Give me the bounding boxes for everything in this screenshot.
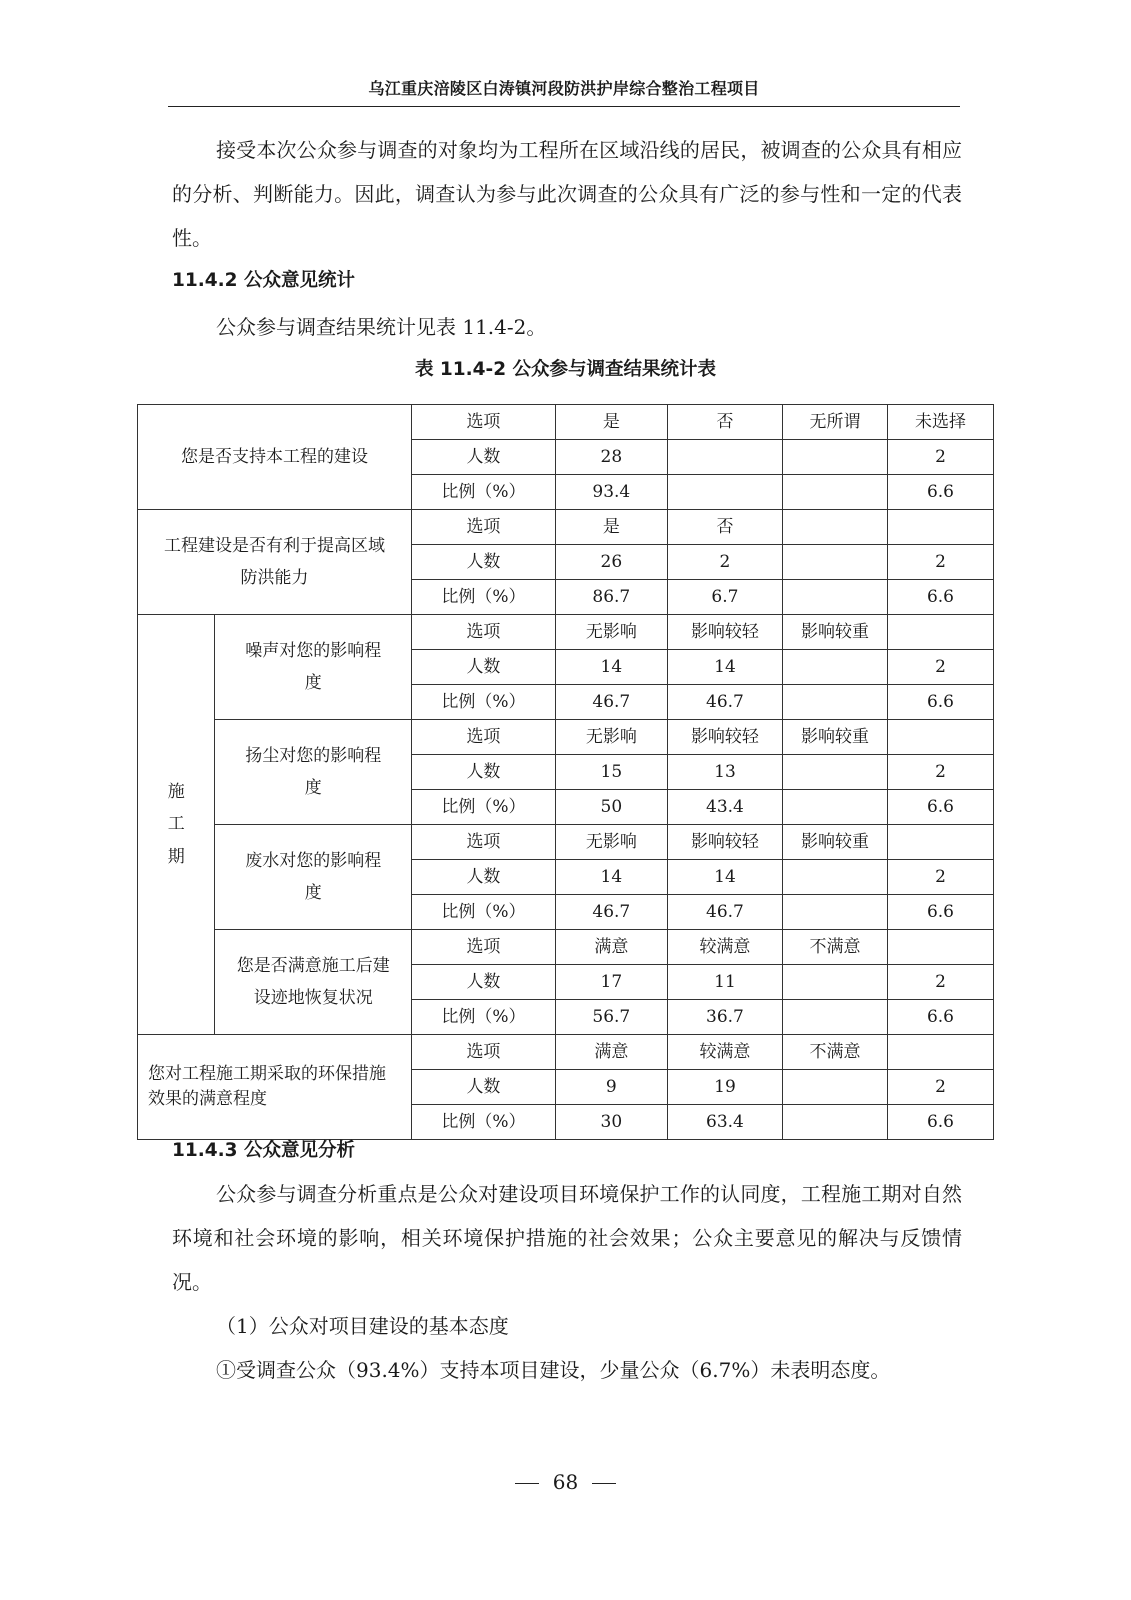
option-cell — [887, 930, 993, 965]
table-row — [138, 405, 994, 440]
row-label-count: 人数 — [412, 1070, 556, 1105]
ratio-cell: 36.7 — [667, 1000, 782, 1035]
count-cell: 15 — [555, 755, 667, 790]
survey-results-table — [137, 404, 994, 1140]
section-heading-11-4-2: 11.4.2 公众意见统计 — [172, 270, 355, 291]
option-cell: 否 — [667, 510, 782, 545]
option-cell: 无所谓 — [783, 405, 888, 440]
question-cell: 废水对您的影响程度 — [215, 825, 412, 930]
count-cell: 9 — [555, 1070, 667, 1105]
option-cell: 影响较轻 — [667, 825, 782, 860]
row-label-ratio: 比例（%） — [412, 1105, 556, 1140]
option-cell: 满意 — [555, 930, 667, 965]
count-cell — [783, 440, 888, 475]
ratio-cell: 63.4 — [667, 1105, 782, 1140]
ratio-cell: 6.6 — [887, 895, 993, 930]
row-label-ratio: 比例（%） — [412, 895, 556, 930]
option-cell: 影响较重 — [783, 615, 888, 650]
ratio-cell: 93.4 — [555, 475, 667, 510]
option-cell: 影响较轻 — [667, 615, 782, 650]
row-label-option: 选项 — [412, 405, 556, 440]
table-caption: 表 11.4-2 公众参与调查结果统计表 — [414, 359, 717, 380]
option-cell: 不满意 — [783, 1035, 888, 1070]
table-row — [138, 825, 994, 860]
ratio-cell — [783, 1000, 888, 1035]
ratio-cell — [783, 1105, 888, 1140]
ratio-cell — [783, 580, 888, 615]
count-cell — [783, 545, 888, 580]
count-cell: 2 — [887, 650, 993, 685]
analysis-paragraph: 公众参与调查分析重点是公众对建设项目环境保护工作的认同度，工程施工期对自然环境和社会环境的影响，相关环境保护措施的社会效果；公众主要意见的解决与反馈情况。 — [172, 1182, 962, 1294]
count-cell — [783, 1070, 888, 1105]
ratio-cell: 43.4 — [667, 790, 782, 825]
count-cell: 14 — [555, 860, 667, 895]
row-label-option: 选项 — [412, 1035, 556, 1070]
option-cell — [783, 510, 888, 545]
count-cell: 2 — [667, 545, 782, 580]
table-row — [138, 1035, 994, 1070]
option-cell: 是 — [555, 510, 667, 545]
ratio-cell: 46.7 — [555, 685, 667, 720]
ratio-cell: 50 — [555, 790, 667, 825]
option-cell: 较满意 — [667, 1035, 782, 1070]
option-cell — [887, 510, 993, 545]
header-rule — [168, 106, 960, 107]
ratio-cell: 6.6 — [887, 790, 993, 825]
count-cell: 13 — [667, 755, 782, 790]
page-number: 68 — [552, 1470, 579, 1494]
row-label-ratio: 比例（%） — [412, 685, 556, 720]
ratio-cell: 46.7 — [667, 685, 782, 720]
row-label-option: 选项 — [412, 825, 556, 860]
row-label-option: 选项 — [412, 930, 556, 965]
count-cell: 2 — [887, 1070, 993, 1105]
row-label-count: 人数 — [412, 440, 556, 475]
option-cell: 较满意 — [667, 930, 782, 965]
row-label-option: 选项 — [412, 720, 556, 755]
row-label-option: 选项 — [412, 615, 556, 650]
table-row — [138, 615, 994, 650]
row-label-ratio: 比例（%） — [412, 580, 556, 615]
option-cell: 是 — [555, 405, 667, 440]
count-cell: 26 — [555, 545, 667, 580]
option-cell: 影响较轻 — [667, 720, 782, 755]
table-row — [138, 720, 994, 755]
count-cell: 2 — [887, 965, 993, 1000]
count-cell: 28 — [555, 440, 667, 475]
row-label-count: 人数 — [412, 860, 556, 895]
count-cell: 14 — [555, 650, 667, 685]
count-cell — [667, 440, 782, 475]
count-cell: 2 — [887, 440, 993, 475]
question-cell: 噪声对您的影响程度 — [215, 615, 412, 720]
count-cell — [783, 650, 888, 685]
count-cell: 2 — [887, 860, 993, 895]
ratio-cell: 86.7 — [555, 580, 667, 615]
option-cell: 否 — [667, 405, 782, 440]
page-footer — [0, 1470, 1131, 1494]
row-label-count: 人数 — [412, 545, 556, 580]
footer-dash-right — [592, 1483, 616, 1484]
ratio-cell — [783, 895, 888, 930]
row-label-ratio: 比例（%） — [412, 790, 556, 825]
row-label-count: 人数 — [412, 650, 556, 685]
phase-label: 施工期 — [167, 782, 185, 867]
ratio-cell: 6.6 — [887, 1000, 993, 1035]
row-label-count: 人数 — [412, 965, 556, 1000]
row-label-count: 人数 — [412, 755, 556, 790]
ratio-cell — [783, 790, 888, 825]
ratio-cell: 6.6 — [887, 1105, 993, 1140]
count-cell — [783, 860, 888, 895]
intro-paragraph: 接受本次公众参与调查的对象均为工程所在区域沿线的居民，被调查的公众具有相应的分析、判断能力。因此，调查认为参与此次调查的公众具有广泛的参与性和一定的代表性。 — [172, 138, 962, 250]
row-label-ratio: 比例（%） — [412, 1000, 556, 1035]
question-cell: 工程建设是否有利于提高区域防洪能力 — [138, 510, 412, 615]
count-cell: 11 — [667, 965, 782, 1000]
count-cell: 2 — [887, 755, 993, 790]
ratio-cell — [783, 475, 888, 510]
ratio-cell: 6.6 — [887, 685, 993, 720]
phase-label-cell — [138, 615, 215, 1035]
list-item-1: （1）公众对项目建设的基本态度 — [216, 1314, 509, 1338]
row-label-option: 选项 — [412, 510, 556, 545]
option-cell: 影响较重 — [783, 825, 888, 860]
section-11-4-2-text: 公众参与调查结果统计见表 11.4-2。 — [216, 315, 547, 339]
section-heading-11-4-3: 11.4.3 公众意见分析 — [172, 1140, 355, 1161]
count-cell: 17 — [555, 965, 667, 1000]
ratio-cell — [783, 685, 888, 720]
count-cell — [783, 965, 888, 1000]
ratio-cell: 6.6 — [887, 580, 993, 615]
option-cell: 无影响 — [555, 825, 667, 860]
ratio-cell: 46.7 — [667, 895, 782, 930]
table-row — [138, 510, 994, 545]
count-cell: 2 — [887, 545, 993, 580]
question-cell: 扬尘对您的影响程度 — [215, 720, 412, 825]
option-cell — [887, 720, 993, 755]
count-cell: 19 — [667, 1070, 782, 1105]
count-cell — [783, 755, 888, 790]
row-label-ratio: 比例（%） — [412, 475, 556, 510]
ratio-cell: 6.6 — [887, 475, 993, 510]
option-cell: 满意 — [555, 1035, 667, 1070]
option-cell: 影响较重 — [783, 720, 888, 755]
ratio-cell: 56.7 — [555, 1000, 667, 1035]
count-cell: 14 — [667, 650, 782, 685]
ratio-cell: 30 — [555, 1105, 667, 1140]
question-cell: 您是否满意施工后建设迹地恢复状况 — [215, 930, 412, 1035]
ratio-cell: 46.7 — [555, 895, 667, 930]
ratio-cell: 6.7 — [667, 580, 782, 615]
question-cell: 您是否支持本工程的建设 — [138, 405, 412, 510]
option-cell: 无影响 — [555, 720, 667, 755]
option-cell — [887, 825, 993, 860]
question-cell: 您对工程施工期采取的环保措施效果的满意程度 — [138, 1035, 412, 1140]
footer-dash-left — [515, 1483, 539, 1484]
ratio-cell — [667, 475, 782, 510]
option-cell: 不满意 — [783, 930, 888, 965]
option-cell: 未选择 — [887, 405, 993, 440]
running-header: 乌江重庆涪陵区白涛镇河段防洪护岸综合整治工程项目 — [368, 79, 760, 98]
table-row — [138, 930, 994, 965]
option-cell: 无影响 — [555, 615, 667, 650]
count-cell: 14 — [667, 860, 782, 895]
list-item-1-point-1: ①受调查公众（93.4%）支持本项目建设，少量公众（6.7%）未表明态度。 — [216, 1358, 891, 1382]
option-cell — [887, 615, 993, 650]
option-cell — [887, 1035, 993, 1070]
